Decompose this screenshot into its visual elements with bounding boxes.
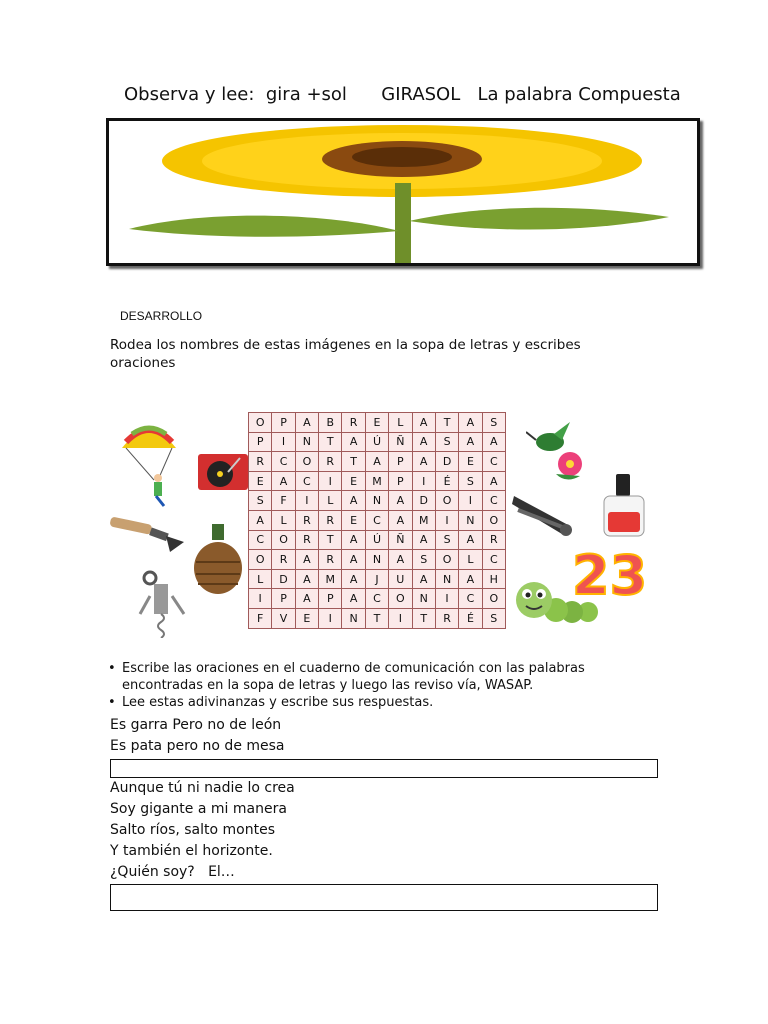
grid-cell[interactable]: R: [435, 608, 458, 628]
grid-cell[interactable]: A: [389, 550, 412, 570]
grid-cell[interactable]: E: [342, 471, 365, 491]
demijohn-picture: [192, 522, 244, 596]
grid-cell[interactable]: Ñ: [389, 530, 412, 550]
sunflower-image: [109, 121, 697, 263]
riddle-line: ¿Quién soy? El…: [110, 864, 235, 880]
grid-cell[interactable]: N: [412, 589, 435, 609]
riddle-line: Es garra Pero no de león: [110, 717, 282, 733]
grid-cell[interactable]: R: [319, 550, 342, 570]
grid-cell[interactable]: C: [459, 589, 482, 609]
riddle-line: Es pata pero no de mesa: [110, 738, 285, 754]
record-player-picture: [196, 446, 250, 494]
grid-row: [249, 589, 506, 609]
instruction-text: Rodea los nombres de estas imágenes en la sopa de letras y escribes oraciones: [110, 337, 581, 371]
grid-cell[interactable]: P: [319, 589, 342, 609]
grid-cell[interactable]: O: [272, 530, 295, 550]
grid-cell[interactable]: M: [412, 510, 435, 530]
grid-cell[interactable]: U: [389, 569, 412, 589]
grid-cell[interactable]: Ñ: [389, 432, 412, 452]
grid-cell[interactable]: A: [459, 432, 482, 452]
grid-cell[interactable]: P: [272, 413, 295, 433]
grid-cell[interactable]: T: [319, 530, 342, 550]
grid-cell[interactable]: S: [249, 491, 272, 511]
grid-row: [249, 510, 506, 530]
grid-cell[interactable]: R: [272, 550, 295, 570]
riddle-line: Aunque tú ni nadie lo crea: [110, 780, 295, 796]
grid-cell[interactable]: N: [459, 510, 482, 530]
grid-cell[interactable]: C: [365, 510, 388, 530]
nail-polish-picture: [600, 472, 658, 540]
title-part-3: La palabra Compuesta: [477, 84, 681, 105]
grid-cell[interactable]: O: [435, 550, 458, 570]
riddle-line: Y también el horizonte.: [110, 843, 273, 859]
caterpillar-picture: [510, 574, 602, 632]
grid-cell[interactable]: R: [342, 413, 365, 433]
svg-text:23: 23: [572, 544, 648, 600]
grid-row: [249, 530, 506, 550]
grid-cell[interactable]: E: [295, 608, 318, 628]
grid-cell[interactable]: A: [342, 530, 365, 550]
nail-clipper-picture: [510, 490, 580, 540]
grid-cell[interactable]: O: [482, 510, 505, 530]
grid-cell[interactable]: R: [295, 530, 318, 550]
grid-cell[interactable]: Ú: [365, 530, 388, 550]
grid-cell[interactable]: H: [482, 569, 505, 589]
grid-cell[interactable]: A: [412, 413, 435, 433]
grid-cell[interactable]: I: [459, 491, 482, 511]
grid-row: [249, 432, 506, 452]
grid-cell[interactable]: O: [389, 589, 412, 609]
grid-cell[interactable]: A: [249, 510, 272, 530]
grid-cell[interactable]: A: [365, 452, 388, 472]
corkscrew-picture: [138, 570, 188, 638]
grid-cell[interactable]: D: [272, 569, 295, 589]
grid-cell[interactable]: A: [389, 491, 412, 511]
bullet-item: • Escribe las oraciones en el cuaderno de comunicación con las palabras encontradas en la sopa de letras y luego las reviso vía, WASAP.: [106, 660, 666, 694]
grid-cell[interactable]: A: [482, 471, 505, 491]
grid-cell[interactable]: C: [272, 452, 295, 472]
grid-cell[interactable]: M: [365, 471, 388, 491]
grid-cell[interactable]: L: [389, 413, 412, 433]
grid-cell[interactable]: T: [319, 432, 342, 452]
word-search-grid: [248, 412, 506, 629]
grid-cell[interactable]: I: [272, 432, 295, 452]
riddle-2: [110, 778, 295, 883]
grid-cell[interactable]: A: [412, 569, 435, 589]
grid-cell[interactable]: O: [249, 550, 272, 570]
grid-cell[interactable]: I: [435, 510, 458, 530]
bullet-item: • Lee estas adivinanzas y escribe sus respuestas.: [106, 694, 666, 711]
grid-cell[interactable]: O: [482, 589, 505, 609]
grid-cell[interactable]: N: [365, 491, 388, 511]
grid-cell[interactable]: A: [389, 510, 412, 530]
grid-cell[interactable]: R: [319, 510, 342, 530]
grid-cell[interactable]: N: [342, 608, 365, 628]
grid-cell[interactable]: A: [342, 432, 365, 452]
grid-cell[interactable]: T: [365, 608, 388, 628]
grid-cell[interactable]: T: [435, 413, 458, 433]
grid-cell[interactable]: E: [459, 452, 482, 472]
hummingbird-picture: [526, 418, 594, 484]
grid-cell[interactable]: S: [482, 608, 505, 628]
grid-cell[interactable]: N: [435, 569, 458, 589]
grid-cell[interactable]: I: [435, 589, 458, 609]
grid-cell[interactable]: O: [249, 413, 272, 433]
grid-cell[interactable]: Ú: [365, 432, 388, 452]
page-title: [124, 84, 681, 105]
grid-cell[interactable]: T: [342, 452, 365, 472]
grid-cell[interactable]: O: [435, 491, 458, 511]
grid-cell[interactable]: S: [482, 413, 505, 433]
grid-cell[interactable]: A: [342, 550, 365, 570]
grid-cell[interactable]: A: [272, 471, 295, 491]
grid-cell[interactable]: A: [459, 569, 482, 589]
grid-cell[interactable]: A: [295, 550, 318, 570]
grid-cell[interactable]: F: [249, 608, 272, 628]
parachute-picture: [118, 418, 180, 508]
grid-cell[interactable]: P: [389, 452, 412, 472]
grid-cell[interactable]: F: [272, 491, 295, 511]
grid-cell[interactable]: S: [435, 432, 458, 452]
grid-cell[interactable]: R: [249, 452, 272, 472]
grid-cell[interactable]: C: [295, 471, 318, 491]
grid-cell[interactable]: P: [389, 471, 412, 491]
grid-cell[interactable]: I: [319, 471, 342, 491]
grid-cell[interactable]: C: [365, 589, 388, 609]
grid-cell[interactable]: A: [295, 589, 318, 609]
grid-row: [249, 491, 506, 511]
grid-cell[interactable]: L: [319, 491, 342, 511]
grid-cell[interactable]: B: [319, 413, 342, 433]
grid-cell[interactable]: N: [295, 432, 318, 452]
grid-cell[interactable]: O: [295, 452, 318, 472]
grid-cell[interactable]: A: [412, 432, 435, 452]
grid-cell[interactable]: N: [365, 550, 388, 570]
grid-row: [249, 413, 506, 433]
grid-cell[interactable]: C: [249, 530, 272, 550]
grid-cell[interactable]: E: [365, 413, 388, 433]
grid-cell[interactable]: S: [459, 471, 482, 491]
riddle-1: [110, 715, 285, 757]
grid-cell[interactable]: C: [482, 550, 505, 570]
grid-cell[interactable]: M: [319, 569, 342, 589]
sunflower-banner: [106, 118, 700, 266]
grid-cell[interactable]: P: [272, 589, 295, 609]
grid-cell[interactable]: R: [319, 452, 342, 472]
riddle-line: Salto ríos, salto montes: [110, 822, 276, 838]
grid-row: [249, 452, 506, 472]
grid-cell[interactable]: A: [482, 432, 505, 452]
grid-cell[interactable]: D: [435, 452, 458, 472]
grid-cell[interactable]: É: [459, 608, 482, 628]
grid-cell[interactable]: C: [482, 491, 505, 511]
grid-cell[interactable]: I: [319, 608, 342, 628]
grid-cell[interactable]: I: [412, 471, 435, 491]
grid-cell[interactable]: I: [389, 608, 412, 628]
section-heading: DESARROLLO: [120, 309, 203, 323]
grid-cell[interactable]: I: [295, 491, 318, 511]
grid-cell[interactable]: A: [342, 569, 365, 589]
grid-row: [249, 569, 506, 589]
title-part-2: GIRASOL: [381, 84, 461, 105]
grid-cell[interactable]: D: [412, 491, 435, 511]
title-part-1: Observa y lee: gira +sol: [124, 84, 347, 105]
grid-cell[interactable]: E: [342, 510, 365, 530]
grid-cell[interactable]: E: [249, 471, 272, 491]
grid-cell[interactable]: A: [412, 530, 435, 550]
grid-cell[interactable]: A: [459, 530, 482, 550]
grid-cell[interactable]: L: [249, 569, 272, 589]
grid-cell[interactable]: C: [482, 452, 505, 472]
grid-cell[interactable]: L: [459, 550, 482, 570]
grid-cell[interactable]: V: [272, 608, 295, 628]
grid-cell[interactable]: R: [295, 510, 318, 530]
grid-cell[interactable]: R: [482, 530, 505, 550]
grid-cell[interactable]: S: [412, 550, 435, 570]
digging-bar-picture: [108, 512, 188, 556]
answer-box-2[interactable]: [110, 884, 658, 911]
bullet-list: [106, 660, 666, 711]
grid-cell[interactable]: T: [412, 608, 435, 628]
grid-row: [249, 608, 506, 628]
answer-box-1[interactable]: [110, 759, 658, 778]
grid-cell[interactable]: L: [272, 510, 295, 530]
grid-cell[interactable]: I: [249, 589, 272, 609]
grid-cell[interactable]: P: [249, 432, 272, 452]
grid-cell[interactable]: S: [435, 530, 458, 550]
grid-cell[interactable]: A: [295, 413, 318, 433]
grid-cell[interactable]: A: [295, 569, 318, 589]
grid-cell[interactable]: J: [365, 569, 388, 589]
grid-cell[interactable]: A: [459, 413, 482, 433]
grid-cell[interactable]: A: [342, 491, 365, 511]
riddle-line: Soy gigante a mi manera: [110, 801, 287, 817]
grid-cell[interactable]: A: [342, 589, 365, 609]
grid-cell[interactable]: A: [412, 452, 435, 472]
grid-cell[interactable]: É: [435, 471, 458, 491]
grid-row: [249, 471, 506, 491]
grid-row: [249, 550, 506, 570]
